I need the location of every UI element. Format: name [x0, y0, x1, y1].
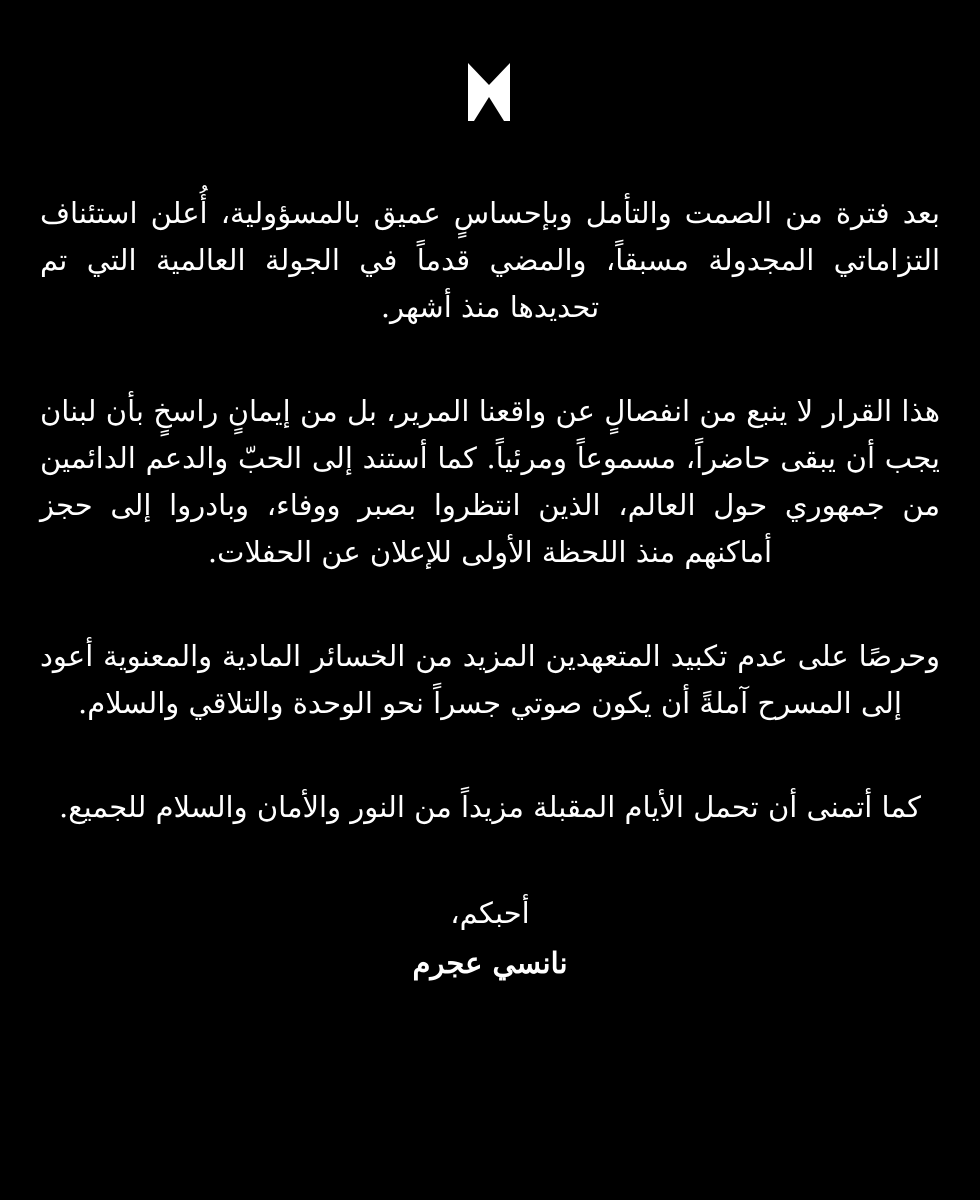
statement-body	[40, 190, 940, 988]
signature-name: نانسي عجرم	[412, 946, 568, 980]
statement-paragraph-2: هذا القرار لا ينبع من انفصالٍ عن واقعنا المرير، بل من إيمانٍ راسخٍ بأن لبنان يجب أن يبقى حاضراً، مسموعاً ومرئياً. كما أستند إلى الحبّ والدعم الدائمين من جمهوري حول العالم، الذين انتظروا بصبر ووفاء، وبادروا إلى حجز أماكنهم منذ اللحظة الأولى للإعلان عن الحفلات.	[40, 394, 940, 569]
brand-logo	[466, 61, 512, 123]
statement-paragraph-4: كما أتمنى أن تحمل الأيام المقبلة مزيداً من النور والأمان والسلام للجميع.	[59, 790, 921, 824]
closing-line: أحبكم،	[450, 896, 530, 930]
signature-block	[40, 888, 940, 988]
statement-paragraph-3: وحرصًا على عدم تكبيد المتعهدين المزيد من الخسائر المادية والمعنوية أعود إلى المسرح آملةً أن يكون صوتي جسراً نحو الوحدة والتلاقي والسلام.	[40, 639, 940, 720]
statement-paragraph-1: بعد فترة من الصمت والتأمل وبإحساسٍ عميق بالمسؤولية، أُعلن استئناف التزاماتي المجدولة مسبقاً، والمضي قدماً في الجولة العالمية التي تم تحديدها منذ أشهر.	[40, 196, 940, 324]
hourglass-monogram-logo-icon	[466, 61, 512, 123]
